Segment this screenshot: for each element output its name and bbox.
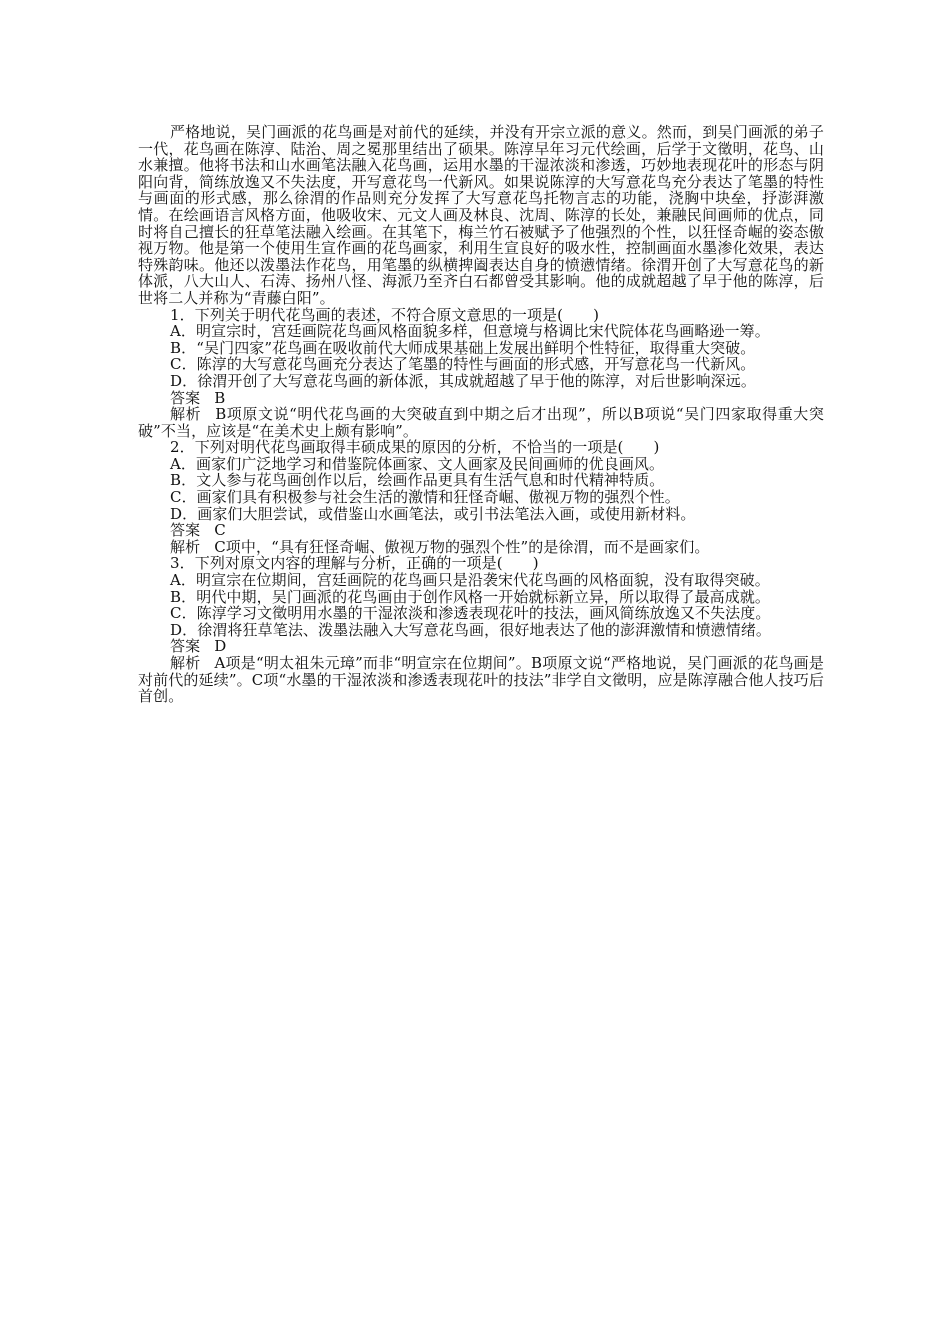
answer-value: B <box>214 388 226 407</box>
question-3-stem <box>138 555 824 572</box>
question-2-stem <box>138 439 824 456</box>
question-1-stem <box>138 307 824 324</box>
question-1-option-b: B．“吴门四家”花鸟画在吸收前代大师成果基础上发展出鲜明个性特征，取得重大突破。 <box>170 338 756 357</box>
question-3-option-c: C．陈淳学习文徵明用水墨的干湿浓淡和渗透表现花叶的技法，画风简练放逸又不失法度。 <box>170 604 771 623</box>
analysis-label: 解析 <box>170 654 201 672</box>
question-1-analysis <box>138 406 824 439</box>
question-1-stem-close: ) <box>593 305 600 324</box>
question-3-option-b: B．明代中期，吴门画派的花鸟画由于创作风格一开始就标新立异，所以取得了最高成就。 <box>170 587 771 606</box>
analysis-label: 解析 <box>170 537 201 556</box>
question-1-option-a: A．明宣宗时，宫廷画院花鸟画风格面貌多样，但意境与格调比宋代院体花鸟画略逊一筹。 <box>170 322 770 341</box>
question-1-option-c: C．陈淳的大写意花鸟画充分表达了笔墨的特性与画面的形式感，开写意花鸟一代新风。 <box>170 355 756 374</box>
question-3-analysis <box>138 655 824 705</box>
question-3-answer <box>138 638 824 655</box>
question-2-answer <box>138 522 824 539</box>
analysis-label: 解析 <box>170 405 202 424</box>
question-2-analysis <box>138 539 824 556</box>
document-body <box>138 124 824 705</box>
question-2-stem-close: ) <box>653 438 660 457</box>
analysis-text: C项中，“具有狂怪奇崛、傲视万物的强烈个性”的是徐渭，而不是画家们。 <box>214 537 710 556</box>
answer-value: D <box>214 637 227 656</box>
analysis-text: A项是“明太祖朱元璋”而非“明宣宗在位期间”。B项原文说“严格地说，吴门画派的花鸟画是对前代的延续”。C项“水墨的干湿浓淡和渗透表现花叶的技法”非学自文徵明，应是陈淳融合他人技巧后首创。 <box>138 654 824 706</box>
analysis-text: B项原文说“明代花鸟画的大突破直到中期之后才出现”，所以B项说“吴门四家取得重大突破”不当，应该是“在美术史上颇有影响”。 <box>138 405 824 440</box>
question-1-stem-text: 1．下列关于明代花鸟画的表述，不符合原文意思的一项是( <box>170 305 564 324</box>
question-1-option-d: D．徐渭开创了大写意花鸟画的新体派，其成就超越了早于他的陈淳，对后世影响深远。 <box>170 371 756 390</box>
question-2-option-b: B．文人参与花鸟画创作以后，绘画作品更具有生活气息和时代精神特质。 <box>170 471 665 490</box>
answer-label: 答案 <box>170 637 201 656</box>
question-2-option-c: C．画家们具有积极参与社会生活的激情和狂怪奇崛、傲视万物的强烈个性。 <box>170 488 680 507</box>
passage-paragraph: 严格地说，吴门画派的花鸟画是对前代的延续，并没有开宗立派的意义。然而，到吴门画派的弟子一代，花鸟画在陈淳、陆治、周之冕那里结出了硕果。陈淳早年习元代绘画，后学于文徵明，花鸟、山水兼擅。他将书法和山水画笔法融入花鸟画，运用水墨的干湿浓淡和渗透，巧妙地表现花叶的形态与阴阳向背，简练放逸又不失法度，开写意花鸟一代新风。如果说陈淳的大写意花鸟充分表达了笔墨的特性与画面的形式感，那么徐渭的作品则充分发挥了大写意花鸟托物言志的功能，浇胸中块垒，抒澎湃激情。在绘画语言风格方面，他吸收宋、元文人画及林良、沈周、陈淳的长处，兼融民间画师的优点，同时将自己擅长的狂草笔法融入绘画。在其笔下，梅兰竹石被赋予了他强烈的个性，以狂怪奇崛的姿态傲视万物。他是第一个使用生宣作画的花鸟画家，利用生宣良好的吸水性，控制画面水墨渗化效果，表达特殊韵味。他还以泼墨法作花鸟，用笔墨的纵横捭阖表达自身的愤懑情绪。徐渭开创了大写意花鸟的新体派，八大山人、石涛、扬州八怪、海派乃至齐白石都曾受其影响。他的成就超越了早于他的陈淳，后世将二人并称为“青藤白阳”。 <box>138 123 824 307</box>
question-2-option-d: D．画家们大胆尝试，或借鉴山水画笔法，或引书法笔法入画，或使用新材料。 <box>170 504 696 523</box>
answer-label: 答案 <box>170 388 201 407</box>
question-3-option-d: D．徐渭将狂草笔法、泼墨法融入大写意花鸟画，很好地表达了他的澎湃激情和愤懑情绪。 <box>170 620 772 639</box>
question-2-option-a: A．画家们广泛地学习和借鉴院体画家、文人画家及民间画师的优良画风。 <box>170 454 665 473</box>
answer-value: C <box>214 521 226 540</box>
answer-label: 答案 <box>170 521 201 540</box>
question-1-answer <box>138 390 824 407</box>
question-3-option-a: A．明宣宗在位期间，宫廷画院的花鸟画只是沿袭宋代花鸟画的风格面貌，没有取得突破。 <box>170 571 770 590</box>
question-3-stem-close: ) <box>532 554 539 573</box>
question-3-stem-text: 3．下列对原文内容的理解与分析，正确的一项是( <box>170 554 503 573</box>
question-2-stem-text: 2．下列对明代花鸟画取得丰硕成果的原因的分析，不恰当的一项是( <box>170 438 624 457</box>
